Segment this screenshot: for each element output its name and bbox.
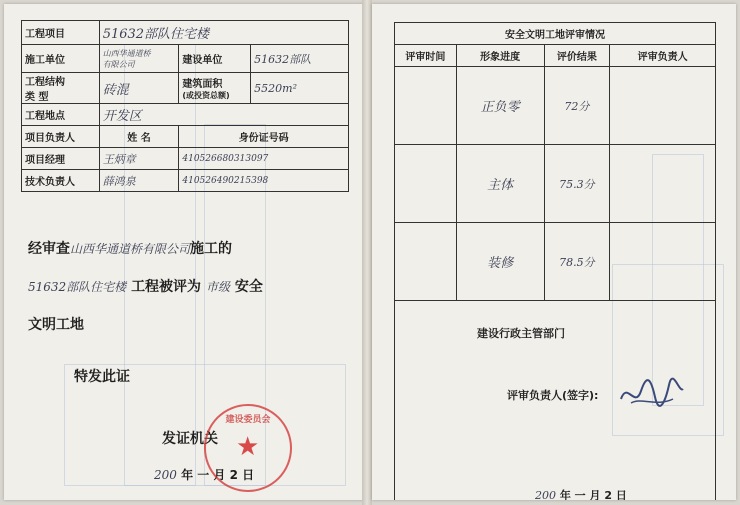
row-time (395, 223, 457, 301)
manager-label: 项目经理 (22, 148, 100, 170)
issue-date-year: 200 (154, 468, 177, 482)
table-row (395, 223, 716, 301)
review-table (394, 22, 716, 500)
right-page (372, 4, 736, 500)
row-progress: 主体 (487, 178, 514, 193)
star-icon: ★ (236, 432, 260, 462)
cert-company: 山西华通道桥有限公司 (70, 242, 191, 256)
project-name-value: 51632部队住宅楼 (102, 27, 210, 42)
remarks-row (395, 301, 716, 501)
cert-level: 市级 (205, 280, 230, 294)
builder-value-line2: 有限公司 (102, 59, 135, 69)
builder-value-line1: 山西华通道桥 (102, 48, 151, 58)
handwritten-signature (617, 373, 687, 413)
cert-line2-middle: 工程被评为 (131, 279, 202, 295)
issuer-label: 发证机关 (162, 431, 218, 447)
cert-line1-suffix: 施工的 (190, 241, 233, 257)
row-result: 72分 (564, 99, 590, 113)
developer-value: 51632部队 (254, 52, 312, 66)
review-date (535, 487, 627, 500)
location-label: 工程地点 (22, 104, 100, 126)
id-header: 身份证号码 (179, 126, 349, 148)
header-progress: 形象进度 (456, 45, 544, 67)
certificate-special: 特发此证 (74, 369, 130, 385)
structure-label-line2: 类 型 (25, 92, 49, 103)
tech-id: 410526490215398 (182, 176, 269, 186)
review-date-year: 200 (535, 489, 556, 500)
remarks-cell (395, 301, 716, 501)
tech-label: 技术负责人 (22, 170, 100, 192)
project-info-table (21, 20, 349, 192)
department-label: 建设行政主管部门 (477, 327, 565, 340)
review-date-text: 年 一 月 2 日 (559, 489, 627, 500)
header-result: 评价结果 (544, 45, 610, 67)
table-row (395, 145, 716, 223)
certificate-line1 (28, 238, 232, 258)
leader-label: 项目负责人 (22, 126, 100, 148)
row-result: 75.3分 (559, 177, 595, 191)
header-time: 评审时间 (395, 45, 457, 67)
issue-date-text: 年 一 月 2 日 (181, 468, 255, 482)
tech-name: 薛鸿泉 (102, 174, 136, 188)
location-value: 开发区 (102, 109, 142, 124)
name-header: 姓 名 (99, 126, 179, 148)
cert-line2-suffix: 安全 (234, 279, 263, 295)
header-reviewer: 评审负责人 (610, 45, 716, 67)
row-reviewer (610, 145, 716, 223)
row-time (395, 145, 457, 223)
manager-name: 王炳章 (102, 152, 136, 166)
row-progress: 装修 (487, 256, 514, 271)
row-time (395, 67, 457, 145)
cert-project: 51632部队住宅楼 (28, 280, 127, 294)
row-reviewer (610, 223, 716, 301)
certificate-line2 (28, 276, 263, 296)
row-reviewer (610, 67, 716, 145)
area-label-line1: 建筑面积 (182, 79, 223, 90)
structure-label-line1: 工程结构 (25, 77, 65, 88)
reviewer-sign-label: 评审负责人(签字): (507, 389, 599, 402)
certificate-line3: 文明工地 (28, 317, 84, 333)
page-fold (362, 0, 372, 505)
seal-text: 建设委员会 (225, 415, 271, 425)
table-row (395, 67, 716, 145)
structure-value: 砖混 (102, 82, 129, 98)
row-result: 78.5分 (559, 255, 595, 269)
review-title: 安全文明工地评审情况 (395, 23, 716, 45)
developer-label: 建设单位 (179, 45, 251, 73)
area-value: 5520m² (254, 81, 297, 95)
project-name-label: 工程项目 (22, 21, 100, 45)
row-progress: 正负零 (480, 100, 520, 115)
cert-line1-prefix: 经审查 (28, 241, 70, 257)
official-seal (204, 404, 292, 492)
builder-label: 施工单位 (22, 45, 100, 73)
manager-id: 410526680313097 (182, 154, 269, 164)
left-page (4, 4, 366, 500)
area-label-line2: (或投资总额) (182, 91, 230, 100)
